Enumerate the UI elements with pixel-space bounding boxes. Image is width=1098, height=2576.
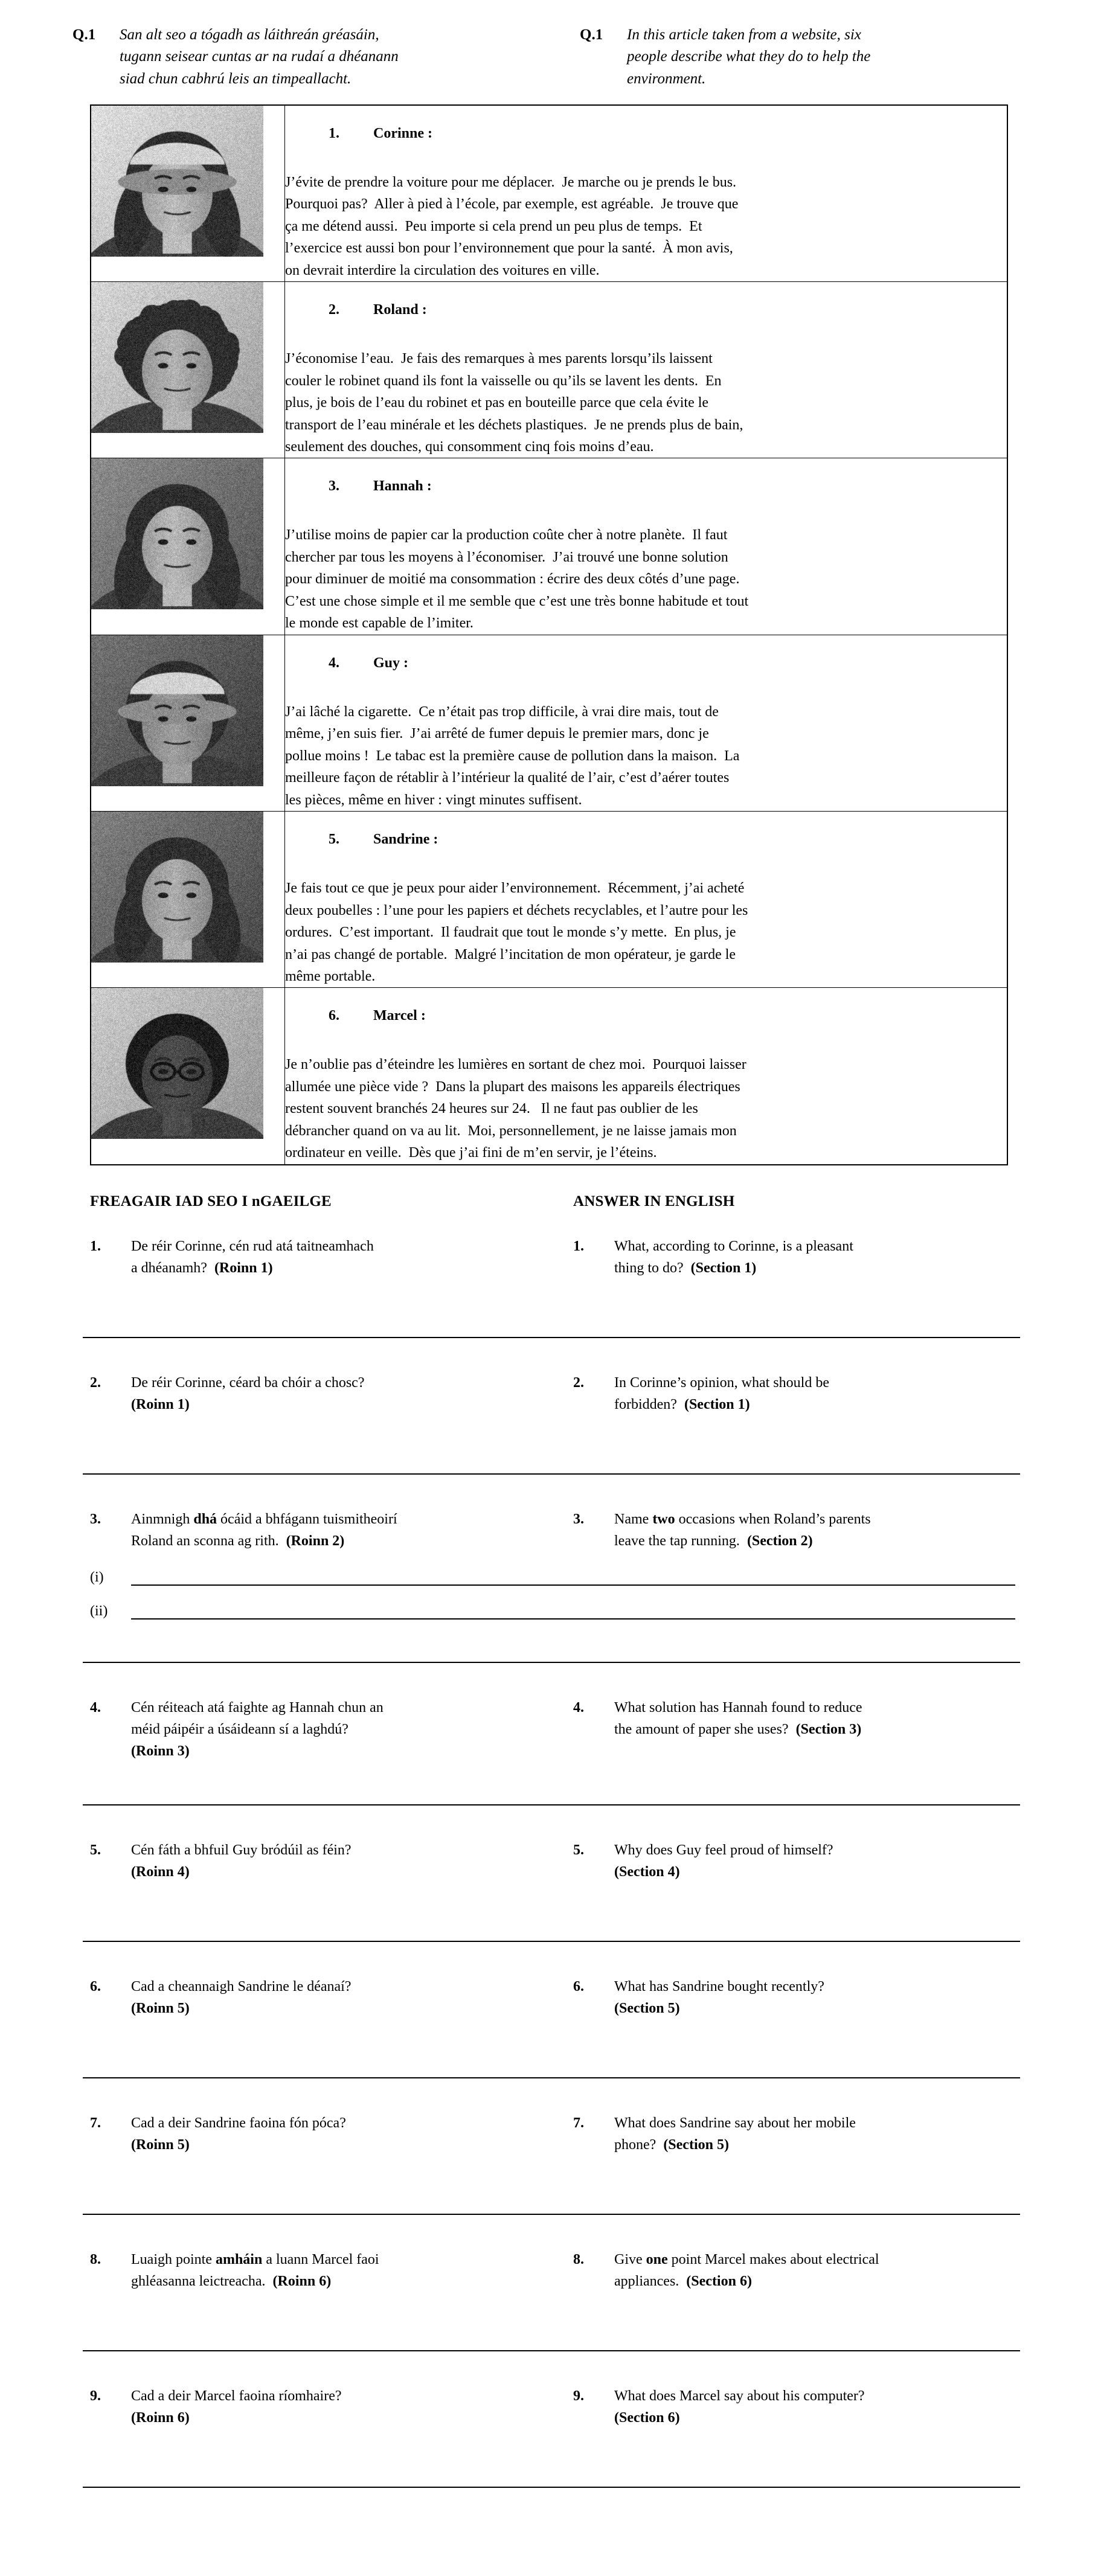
question-number: 2.	[90, 1374, 101, 1391]
question-number: 8.	[90, 2251, 101, 2267]
text-line: a dhéanamh? (Roinn 1)	[131, 1260, 273, 1276]
question-column-irish	[90, 1839, 573, 1883]
text-line: (Section 4)	[614, 1863, 680, 1880]
answers-heading-irish: FREAGAIR IAD SEO I nGAEILGE	[90, 1193, 332, 1210]
question-number: 4.	[573, 1699, 584, 1716]
text-line: l’exercice est aussi bon pour l’environnement que pour la santé. À mon avis,	[285, 240, 733, 257]
text-line: n’ai pas changé de portable. Malgré l’incitation de mon opérateur, je garde le	[285, 946, 736, 963]
question-column-english	[573, 1697, 996, 1762]
person-name: Sandrine :	[373, 831, 438, 848]
text-line: J’utilise moins de papier car la production coûte cher à notre planète. Il faut	[285, 527, 728, 543]
person-heading	[285, 462, 1007, 511]
rubric-english-text	[627, 24, 870, 90]
rubric-english	[580, 24, 1003, 90]
question-number: 1.	[573, 1238, 584, 1254]
portrait-guy	[91, 635, 263, 786]
text-line: Cén réiteach atá faighte ag Hannah chun an	[131, 1699, 384, 1716]
answer-space[interactable]	[83, 1762, 1020, 1804]
text-line: What does Marcel say about his computer?	[614, 2388, 865, 2404]
text-line: pour diminuer de moitié ma consommation : écrire des deux côtés d’une page.	[285, 571, 740, 588]
text-line: débrancher quand on va au lit. Moi, personnellement, je ne laisse jamais mon	[285, 1123, 737, 1139]
question-row	[83, 1976, 1020, 2019]
question-column-english	[573, 1976, 996, 2019]
question-rubric-row	[0, 0, 1098, 104]
question-row	[83, 1839, 1020, 1883]
text-line: (Roinn 6)	[131, 2409, 190, 2426]
text-line: (Section 6)	[614, 2409, 680, 2426]
text-line: (Roinn 5)	[131, 2136, 190, 2153]
text-line: In this article taken from a website, six	[627, 27, 861, 43]
person-name: Marcel :	[373, 1008, 426, 1024]
person-text-cell	[285, 458, 1008, 635]
question-number: 8.	[573, 2251, 584, 2267]
question-row	[83, 1508, 1020, 1552]
answer-subline	[83, 1604, 1020, 1620]
person-number: 4.	[329, 655, 339, 671]
person-text-cell	[285, 988, 1008, 1165]
question-column-english	[573, 1508, 996, 1552]
text-line: même, j’en suis fier. J’ai arrêté de fumer depuis le premier mars, donc je	[285, 726, 709, 742]
questions-list	[83, 1235, 1020, 2522]
question-column-english	[573, 2385, 996, 2429]
text-line: Cad a deir Marcel faoina ríomhaire?	[131, 2388, 342, 2404]
question-block	[83, 1839, 1020, 1976]
question-text-irish	[131, 2112, 346, 2156]
table-row	[91, 282, 1007, 458]
person-paragraph	[285, 171, 1007, 281]
question-number: 3.	[90, 1511, 101, 1527]
question-column-irish	[90, 2249, 573, 2292]
question-text-irish	[131, 1697, 384, 1762]
person-photo-cell	[91, 105, 285, 282]
text-line: people describe what they do to help the	[627, 48, 871, 65]
text-line: De réir Corinne, céard ba chóir a chosc?	[131, 1374, 365, 1391]
text-line: (Roinn 1)	[131, 1396, 190, 1412]
text-line: J’ai lâché la cigarette. Ce n’était pas trop difficile, à vrai dire mais, tout de	[285, 703, 719, 720]
table-row	[91, 812, 1007, 988]
question-text-english	[614, 1372, 829, 1415]
question-text-irish	[131, 1508, 397, 1552]
rubric-irish-label: Q.1	[72, 27, 96, 43]
question-text-english	[614, 1839, 833, 1883]
text-line: Ainmnigh dhá ócáid a bhfágann tuismitheoirí	[131, 1511, 397, 1527]
text-line: ordures. C’est important. Il faudrait que tout le monde s’y mette. En plus, je	[285, 924, 736, 941]
question-number: 5.	[90, 1842, 101, 1858]
divider-gap	[83, 2351, 1020, 2385]
portrait-marcel	[91, 988, 263, 1139]
text-line: What, according to Corinne, is a pleasant	[614, 1238, 853, 1254]
text-line: le monde est capable de l’imiter.	[285, 615, 474, 632]
text-line: même portable.	[285, 969, 376, 984]
answers-heading-english: ANSWER IN ENGLISH	[573, 1193, 735, 1210]
question-number: 9.	[573, 2388, 584, 2404]
question-block	[83, 1508, 1020, 1697]
question-number: 7.	[90, 2115, 101, 2131]
text-line: forbidden? (Section 1)	[614, 1396, 750, 1412]
person-paragraph	[285, 524, 1007, 634]
text-line: What does Sandrine say about her mobile	[614, 2115, 856, 2131]
person-heading	[285, 639, 1007, 688]
answer-subline	[83, 1570, 1020, 1586]
question-row	[83, 2249, 1020, 2292]
question-row	[83, 1372, 1020, 1415]
question-column-english	[573, 1235, 996, 1279]
question-text-irish	[131, 1372, 364, 1415]
person-photo-cell	[91, 458, 285, 635]
text-line: leave the tap running. (Section 2)	[614, 1533, 813, 1549]
question-text-english	[614, 1697, 862, 1740]
question-text-english	[614, 1508, 871, 1552]
answer-space[interactable]	[83, 1620, 1020, 1662]
text-line: Cén fáth a bhfuil Guy bródúil as féin?	[131, 1842, 352, 1858]
question-row	[83, 1697, 1020, 1762]
divider-gap	[83, 1942, 1020, 1976]
question-text-english	[614, 1235, 853, 1279]
text-line: tugann seisear cuntas ar na rudaí a dhéanann	[120, 48, 399, 65]
text-line: J’évite de prendre la voiture pour me déplacer. Je marche ou je prends le bus.	[285, 174, 737, 190]
question-row	[83, 1235, 1020, 1279]
question-text-english	[614, 2112, 856, 2156]
text-line: ghléasanna leictreacha. (Roinn 6)	[131, 2273, 332, 2289]
question-text-irish	[131, 1976, 352, 2019]
question-text-irish	[131, 2385, 342, 2429]
person-heading	[285, 109, 1007, 158]
table-row	[91, 458, 1007, 635]
divider-gap	[83, 1338, 1020, 1372]
text-line: Je n’oublie pas d’éteindre les lumières en sortant de chez moi. Pourquoi laisser	[285, 1057, 746, 1073]
divider-gap	[83, 2488, 1020, 2522]
text-line: What solution has Hannah found to reduce	[614, 1699, 862, 1716]
question-column-irish	[90, 2385, 573, 2429]
question-text-irish	[131, 2249, 379, 2292]
table-row	[91, 988, 1007, 1165]
text-line: Why does Guy feel proud of himself?	[614, 1842, 833, 1858]
question-number: 5.	[573, 1842, 584, 1858]
question-block	[83, 1372, 1020, 1508]
text-line: What has Sandrine bought recently?	[614, 1978, 824, 1994]
question-column-irish	[90, 1372, 573, 1415]
text-line: environment.	[627, 70, 706, 87]
person-heading	[285, 992, 1007, 1040]
text-line: les pièces, même en hiver : vingt minutes suffisent.	[285, 792, 582, 808]
text-line: siad chun cabhrú leis an timpeallacht.	[120, 70, 352, 87]
text-line: (Section 5)	[614, 2000, 680, 2016]
portrait-corinne	[91, 106, 263, 257]
person-paragraph	[285, 701, 1007, 811]
text-line: De réir Corinne, cén rud atá taitneamhach	[131, 1238, 374, 1254]
text-line: on devrait interdire la circulation des voitures en ville.	[285, 262, 600, 278]
text-line: transport de l’eau minérale et les déchets plastiques. Je ne prends plus de bain,	[285, 417, 743, 433]
person-number: 2.	[329, 302, 339, 318]
question-text-irish	[131, 1839, 352, 1883]
question-number: 3.	[573, 1511, 584, 1527]
question-column-english	[573, 1372, 996, 1415]
question-row	[83, 2385, 1020, 2429]
text-line: allumée une pièce vide ? Dans la plupart des maisons les appareils électriques	[285, 1078, 740, 1095]
text-line: Roland an sconna ag rith. (Roinn 2)	[131, 1533, 345, 1549]
text-line: (Roinn 4)	[131, 1863, 190, 1880]
answer-space[interactable]	[83, 1415, 1020, 1473]
answer-subline-label: (i)	[90, 1569, 104, 1585]
person-text-cell	[285, 812, 1008, 988]
answer-space[interactable]	[83, 2019, 1020, 2077]
question-number: 6.	[573, 1978, 584, 1994]
person-heading	[285, 286, 1007, 335]
question-number: 7.	[573, 2115, 584, 2131]
text-line: J’économise l’eau. Je fais des remarques à mes parents lorsqu’ils laissent	[285, 351, 713, 367]
person-heading	[285, 815, 1007, 864]
answer-write-line[interactable]	[131, 1618, 1015, 1620]
answers-headings	[83, 1193, 1020, 1210]
question-block	[83, 2249, 1020, 2385]
person-text-cell	[285, 105, 1008, 282]
rubric-irish	[72, 24, 580, 90]
text-line: ordinateur en veille. Dès que j’ai fini de m’en servir, je l’éteins.	[285, 1145, 657, 1161]
answer-space[interactable]	[83, 2429, 1020, 2487]
question-column-irish	[90, 1508, 573, 1552]
person-paragraph	[285, 877, 1007, 987]
portrait-roland	[91, 282, 263, 433]
question-number: 9.	[90, 2388, 101, 2404]
text-line: the amount of paper she uses? (Section 3)	[614, 1721, 862, 1737]
text-line: Cad a deir Sandrine faoina fón póca?	[131, 2115, 346, 2131]
person-name: Guy :	[373, 655, 409, 671]
text-line: chercher par tous les moyens à l’économiser. J’ai trouvé une bonne solution	[285, 549, 728, 565]
answer-space[interactable]	[83, 1279, 1020, 1337]
portrait-sandrine	[91, 812, 263, 963]
question-column-irish	[90, 1697, 573, 1762]
question-text-english	[614, 1976, 824, 2019]
answer-space[interactable]	[83, 2292, 1020, 2350]
question-block	[83, 1697, 1020, 1839]
question-number: 1.	[90, 1238, 101, 1254]
question-number: 6.	[90, 1978, 101, 1994]
person-number: 1.	[329, 125, 339, 141]
rubric-english-label: Q.1	[580, 27, 603, 43]
text-line: (Roinn 5)	[131, 2000, 190, 2016]
question-column-english	[573, 2249, 996, 2292]
answer-subline-label: (ii)	[90, 1603, 108, 1619]
question-column-irish	[90, 1235, 573, 1279]
person-photo-cell	[91, 635, 285, 811]
text-line: San alt seo a tógadh as láithreán gréasáin,	[120, 27, 379, 43]
text-line: Cad a cheannaigh Sandrine le déanaí?	[131, 1978, 352, 1994]
answer-space[interactable]	[83, 1883, 1020, 1941]
divider-gap	[83, 1805, 1020, 1839]
answer-write-line[interactable]	[131, 1584, 1015, 1586]
divider-gap	[83, 1663, 1020, 1697]
person-name: Hannah :	[373, 478, 432, 495]
divider-gap	[83, 2215, 1020, 2249]
question-block	[83, 2385, 1020, 2522]
person-number: 5.	[329, 831, 339, 848]
question-block	[83, 1235, 1020, 1372]
article-body	[91, 105, 1007, 1165]
person-paragraph	[285, 348, 1007, 458]
answer-space[interactable]	[83, 2156, 1020, 2214]
person-photo-cell	[91, 282, 285, 458]
question-block	[83, 2112, 1020, 2249]
text-line: couler le robinet quand ils font la vaisselle ou qu’ils se lavent les dents. En	[285, 373, 722, 389]
question-block	[83, 1976, 1020, 2112]
question-text-english	[614, 2385, 865, 2429]
question-number: 4.	[90, 1699, 101, 1716]
text-line: Give one point Marcel makes about electrical	[614, 2251, 879, 2267]
person-text-cell	[285, 635, 1008, 811]
rubric-irish-text	[120, 24, 399, 90]
divider-gap	[83, 1475, 1020, 1508]
text-line: meilleure façon de rétablir à l’intérieur la qualité de l’air, c’est d’aérer toutes	[285, 770, 730, 786]
text-line: ça me détend aussi. Peu importe si cela prend un peu plus de temps. Et	[285, 218, 702, 234]
text-line: Luaigh pointe amháin a luann Marcel faoi	[131, 2251, 379, 2267]
divider-gap	[83, 2078, 1020, 2112]
person-name: Corinne :	[373, 125, 432, 141]
portrait-hannah	[91, 458, 263, 609]
text-line: restent souvent branchés 24 heures sur 24. Il ne faut pas oublier de les	[285, 1101, 698, 1117]
text-line: phone? (Section 5)	[614, 2136, 729, 2153]
person-photo-cell	[91, 988, 285, 1165]
text-line: pollue moins ! Le tabac est la première cause de pollution dans la maison. La	[285, 748, 740, 764]
person-number: 6.	[329, 1008, 339, 1024]
question-column-english	[573, 2112, 996, 2156]
person-number: 3.	[329, 478, 339, 495]
text-line: Je fais tout ce que je peux pour aider l’environnement. Récemment, j’ai acheté	[285, 880, 745, 897]
text-line: (Roinn 3)	[131, 1743, 190, 1759]
question-column-english	[573, 1839, 996, 1883]
text-line: seulement des douches, qui consomment cinq fois moins d’eau.	[285, 438, 654, 455]
text-line: Name two occasions when Roland’s parents	[614, 1511, 871, 1527]
person-text-cell	[285, 282, 1008, 458]
text-line: thing to do? (Section 1)	[614, 1260, 757, 1276]
person-name: Roland :	[373, 302, 427, 318]
text-line: C’est une chose simple et il me semble que c’est une très bonne habitude et tout	[285, 593, 749, 609]
person-paragraph	[285, 1054, 1007, 1164]
text-line: plus, je bois de l’eau du robinet et pas en bouteille parce que cela évite le	[285, 395, 709, 411]
question-number: 2.	[573, 1374, 584, 1391]
person-photo-cell	[91, 812, 285, 988]
table-row	[91, 105, 1007, 282]
answers-section	[78, 1193, 1020, 2522]
text-line: Pourquoi pas? Aller à pied à l’école, par exemple, est agréable. Je trouve que	[285, 196, 739, 213]
article-table	[90, 104, 1008, 1165]
question-column-irish	[90, 2112, 573, 2156]
question-text-english	[614, 2249, 879, 2292]
text-line: In Corinne’s opinion, what should be	[614, 1374, 829, 1391]
question-text-irish	[131, 1235, 374, 1279]
table-row	[91, 635, 1007, 811]
question-column-irish	[90, 1976, 573, 2019]
text-line: appliances. (Section 6)	[614, 2273, 752, 2289]
text-line: deux poubelles : l’une pour les papiers et déchets recyclables, et l’autre pour les	[285, 902, 748, 918]
question-row	[83, 2112, 1020, 2156]
text-line: méid páipéir a úsáideann sí a laghdú?	[131, 1721, 348, 1737]
